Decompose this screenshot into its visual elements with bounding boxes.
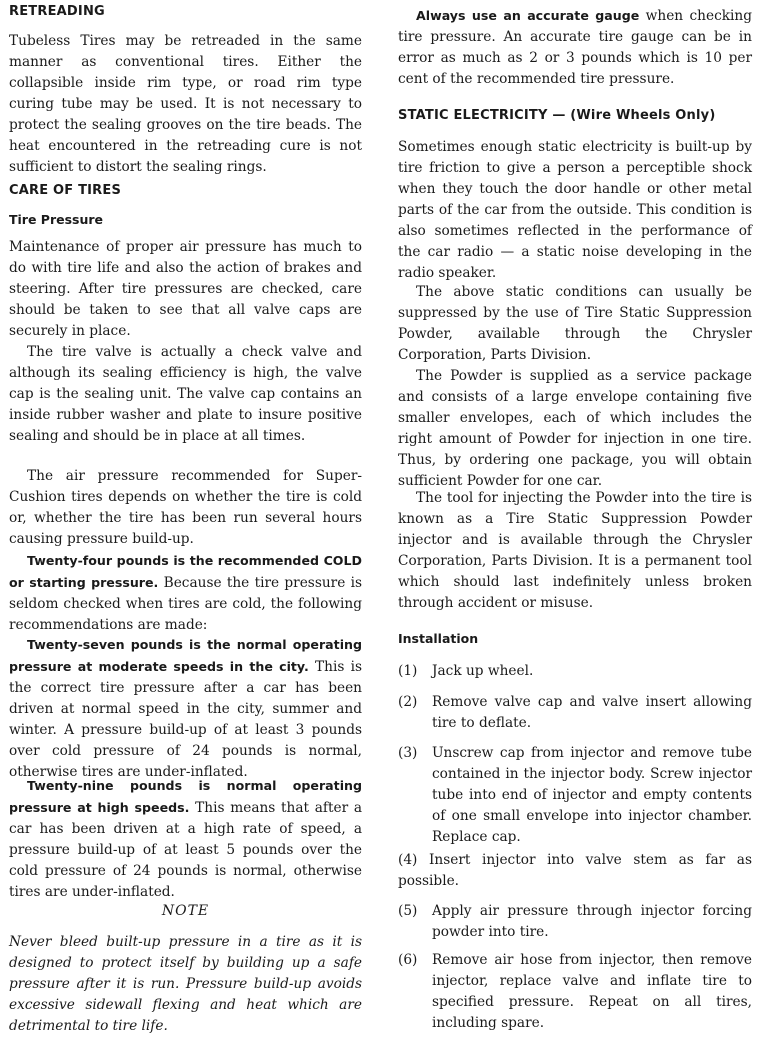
static-paragraph-1: Sometimes enough static electricity is built-up by tire friction to give a person a perceptible shock when they touch the door handle or other metal parts of the car from the outside. This condition is also sometimes reflected in the performance of the car radio — a static noise developing in the radio speaker. (398, 139, 752, 281)
step-number: (4) (398, 852, 418, 868)
step-number: (1) (398, 663, 418, 679)
gauge-text: when checking tire pressure. An accurate tire gauge can be in error as much as 2 or 3 pounds which is 10 per cent of the recommended tire pressure. (398, 8, 752, 87)
tire-pressure-subheading: Tire Pressure (9, 212, 104, 227)
gauge-lead: Always use an accurate gauge (416, 8, 640, 23)
static-paragraph-2: The above static conditions can usually be suppressed by the use of Tire Static Suppression Powder, available through the Chrysler Corporation, Parts Division. (398, 284, 752, 363)
care-of-tires-heading: CARE OF TIRES (9, 183, 122, 198)
static-paragraph-4: The tool for injecting the Powder into the tire is known as a Tire Static Suppression Powder injector and is available through the Chrysler Corporation, Parts Division. It is a permanent tool which should last indefinitely unless broken through accident or misuse. (398, 490, 752, 611)
retreading-paragraph: Tubeless Tires may be retreaded in the same manner as conventional tires. Either the collapsible inside rim type, or road rim type curing tube may be used. It is not necessary to protect the sealing grooves on the tire beads. The heat encountered in the retreading cure is not sufficient to distort the sealing rings. (9, 33, 362, 175)
step-text: Remove valve cap and valve insert allowing tire to deflate. (432, 694, 752, 731)
installation-step (398, 950, 752, 1034)
step-text: Unscrew cap from injector and remove tube contained in the injector body. Screw injector tube into end of injector and empty contents of one small envelope into injector chamber. Replace cap. (432, 745, 752, 845)
installation-step (398, 661, 752, 682)
static-paragraph-3: The Powder is supplied as a service package and consists of a large envelope containing five smaller envelopes, each of which includes the right amount of Powder for injection in one tire. Thus, by ordering one package, you will obtain sufficient Powder for one car. (398, 368, 752, 489)
installation-step (398, 692, 752, 734)
cold-pressure-paragraph (9, 550, 362, 636)
note-paragraph: Never bleed built-up pressure in a tire as it is designed to protect itself by building up a safe pressure after it is run. Pressure build-up avoids excessive sidewall flexing and heat which are detrimental to tire life. (9, 934, 362, 1034)
step-text: Remove air hose from injector, then remove injector, replace valve and inflate tire to specified pressure. Repeat on all tires, including spare. (432, 952, 752, 1031)
step-number: (2) (398, 694, 418, 710)
installation-step (398, 901, 752, 943)
installation-step (398, 743, 752, 848)
city-pressure-lead: Twenty-seven pounds is the normal operating pressure at moderate speeds in the city. (9, 637, 362, 674)
installation-heading: Installation (398, 631, 479, 646)
installation-step (398, 850, 752, 892)
city-pressure-paragraph (9, 634, 362, 783)
step-text: Jack up wheel. (432, 663, 534, 679)
cold-pressure-lead: Twenty-four pounds is the recommended COLD or starting pressure. (9, 553, 362, 590)
tire-pressure-paragraph-3: The air pressure recommended for Super-Cushion tires depends on whether the tire is cold or, whether the tire has been run several hours causing pressure build-up. (9, 468, 362, 547)
highway-pressure-text: This means that after a car has been driven at a high rate of speed, a pressure build-up of at least 5 pounds over the cold pressure of 24 pounds is normal, otherwise tires are under-inflated. (9, 800, 362, 900)
step-text: Insert injector into valve stem as far as possible. (398, 852, 752, 889)
city-pressure-text: This is the correct tire pressure after a car has been driven at normal speed in the city, summer and winter. A pressure build-up of at least 3 pounds over cold pressure of 24 pounds is normal, otherwise tires are under-inflated. (9, 659, 362, 780)
highway-pressure-lead: Twenty-nine pounds is normal operating pressure at high speeds. (9, 778, 362, 815)
static-electricity-heading: STATIC ELECTRICITY — (Wire Wheels Only) (398, 108, 716, 123)
retreading-heading: RETREADING (9, 4, 105, 19)
step-number: (6) (398, 952, 418, 968)
note-title: NOTE (161, 903, 210, 919)
step-text: Apply air pressure through injector forcing powder into tire. (432, 903, 752, 940)
step-number: (5) (398, 903, 418, 919)
cold-pressure-text: Because the tire pressure is seldom checked when tires are cold, the following recommendations are made: (9, 575, 363, 633)
step-number: (3) (398, 745, 418, 761)
gauge-paragraph (398, 5, 752, 90)
tire-pressure-paragraph-1: Maintenance of proper air pressure has much to do with tire life and also the action of brakes and steering. After tire pressures are checked, care should be taken to see that all valve caps are securely in place. (9, 239, 362, 339)
highway-pressure-paragraph (9, 775, 362, 903)
tire-pressure-paragraph-2: The tire valve is actually a check valve and although its sealing efficiency is high, the valve cap is the sealing unit. The valve cap contains an inside rubber washer and plate to insure positive sealing and should be in place at all times. (9, 344, 362, 444)
